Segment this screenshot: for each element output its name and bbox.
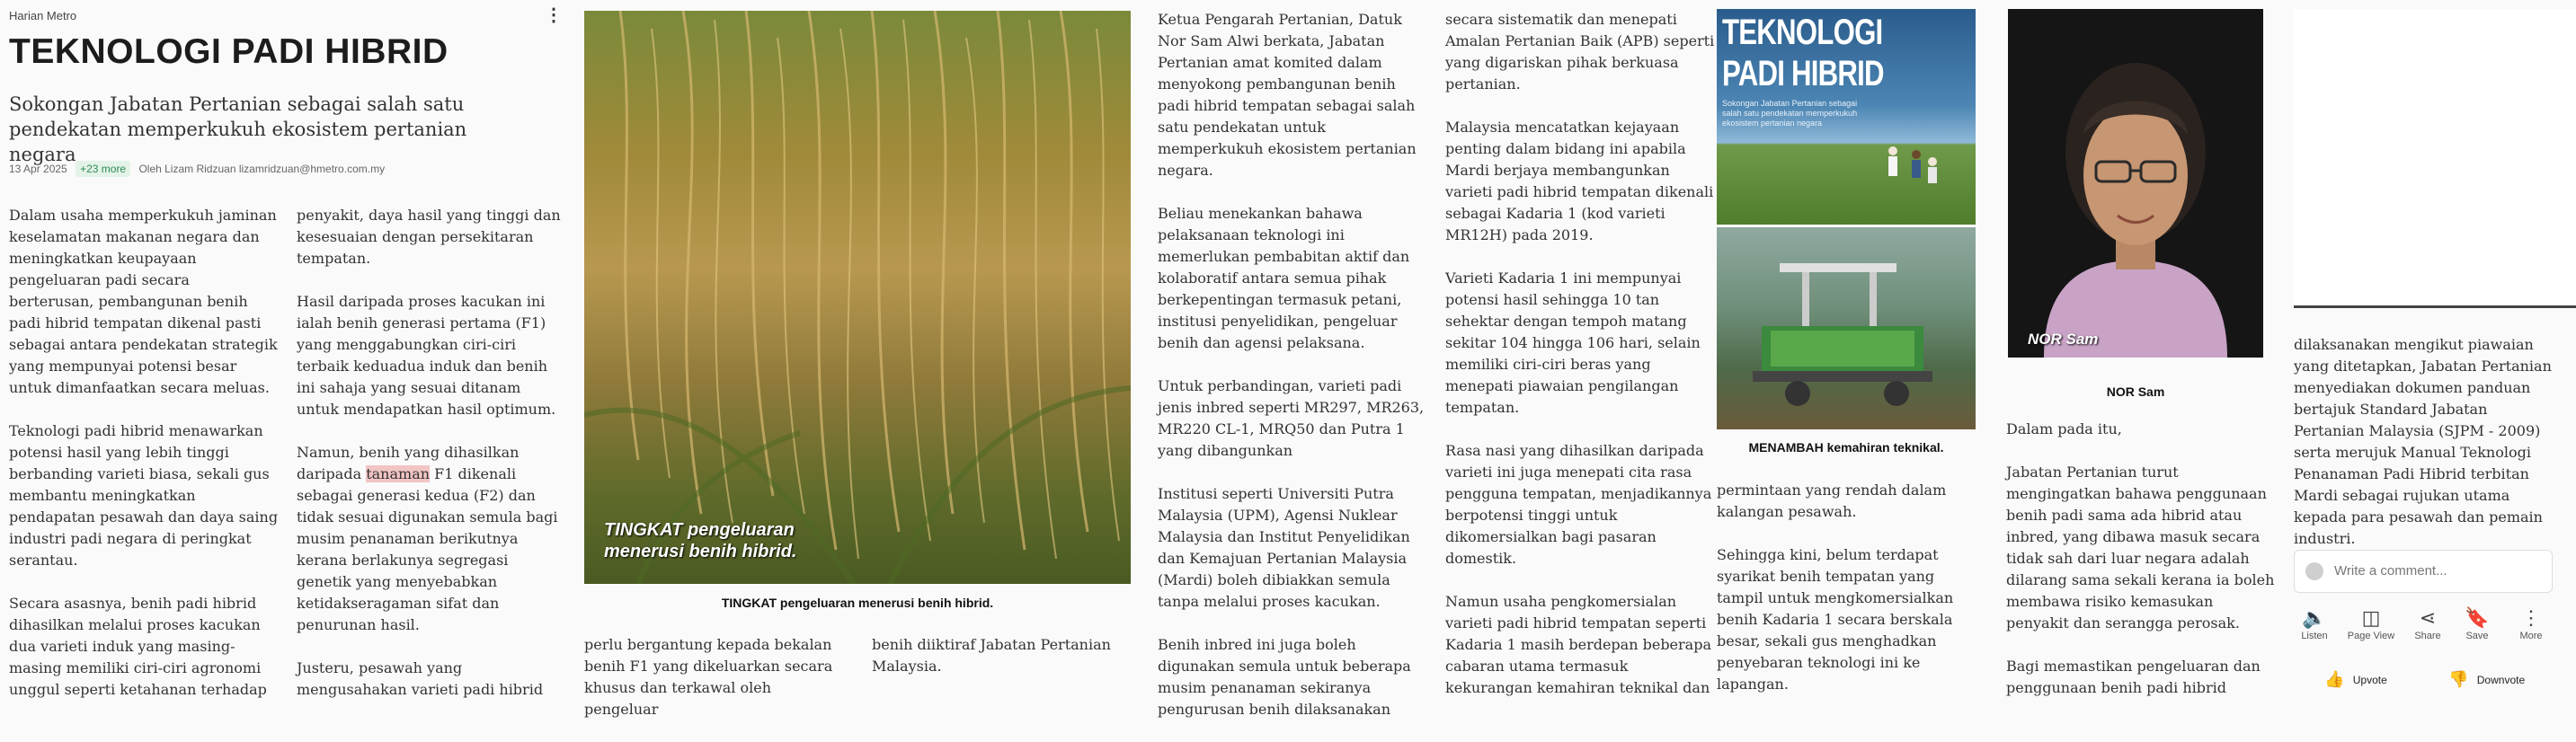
- paragraph: Justeru, pesawah yang mengusahakan varieti padi hibrid: [297, 659, 544, 698]
- paragraph: permintaan yang rendah dalam kalangan pesawah.: [1717, 481, 1947, 520]
- byline: Oleh Lizam Ridzuan lizamridzuan@hmetro.com.my: [138, 163, 386, 175]
- photo-overlay-caption: TINGKAT pengeluaran menerusi benih hibrid.: [604, 520, 797, 561]
- paragraph: Secara asasnya, benih padi hibrid dihasilkan melalui proses kacukan dua varieti induk yang masing-masing memiliki ciri-ciri agronomi unggul seperti ketahanan terhadap: [9, 595, 267, 698]
- rice-photo[interactable]: [584, 11, 1131, 584]
- more-label: More: [2519, 631, 2543, 641]
- paragraph: Malaysia mencatatkan kejayaan penting dalam bidang ini apabila Mardi berjaya membangunkan varieti padi hibrid tempatan dikenali sebagai Kadaria 1 (kod varieti MR12H) pada 2019.: [1445, 119, 1714, 243]
- farmers-illustration: [1717, 9, 1976, 225]
- text-segment: F1 dikenali sebagai generasi kedua (F2) dan tidak sesuai digunakan semula bagi musim penanaman berikutnya kerana berlakunya segregasi genetik yang menyebabkan ketidakseragaman sifat dan penurunan hasil.: [297, 465, 558, 633]
- upvote-button[interactable]: [2324, 670, 2387, 689]
- portrait-photo[interactable]: [2008, 9, 2263, 358]
- publish-date: 13 Apr 2025: [9, 163, 67, 175]
- paragraph: benih diiktiraf Jabatan Pertanian Malaysia.: [872, 636, 1111, 675]
- speaker-icon: 🔈: [2302, 606, 2327, 629]
- paragraph: Varieti Kadaria 1 ini mempunyai potensi hasil sehingga 10 tan sehektar dengan tempoh matang sekitar 104 hingga 106 hari, selain memiliki ciri-ciri beras yang menepati piawaian pengilangan tempatan.: [1445, 269, 1701, 416]
- article-column-2: [297, 205, 566, 722]
- rice-transplanter-illustration: [1717, 227, 1976, 429]
- paragraph: Namun usaha pengkomersialan varieti padi hibrid tempatan seperti Kadaria 1 masih berdepan beberapa cabaran utama termasuk kekurangan kemahiran teknikal dan: [1445, 593, 1711, 696]
- paragraph: Dalam usaha memperkukuh jaminan keselamatan makanan negara dan meningkatkan keupayaan pengeluaran padi secara berterusan, pembangunan benih padi hibrid tempatan dikenal pasti sebagai antara pendekatan strategik yang mempunyai potensi besar untuk dimanfaatkan secara meluas.: [9, 207, 278, 396]
- downvote-button[interactable]: [2448, 670, 2525, 689]
- more-button[interactable]: [2500, 605, 2563, 641]
- listen-label: Listen: [2301, 631, 2328, 641]
- rice-stalks-illustration: [584, 11, 1131, 584]
- page-view-icon: ◫: [2361, 606, 2381, 629]
- paragraph: penyakit, daya hasil yang tinggi dan kesesuaian dengan persekitaran tempatan.: [297, 207, 561, 267]
- poster-title-line-1: TEKNOLOGI: [1722, 13, 1883, 52]
- portrait-overlay-caption: NOR Sam: [2028, 331, 2099, 348]
- paragraph: Sehingga kini, belum terdapat syarikat benih tempatan yang tampil untuk mengkomersialkan benih Kadaria 1 secara berskala besar, sekali gus menghadkan penyebaran teknologi ini ke lapangan.: [1717, 546, 1954, 693]
- article-column-1: [9, 205, 279, 722]
- article-column-5: [1158, 9, 1427, 742]
- page-view-label: Page View: [2347, 631, 2395, 641]
- article-column-9: [2294, 334, 2554, 571]
- comment-input[interactable]: Write a comment...: [2334, 563, 2447, 579]
- paragraph: Ketua Pengarah Pertanian, Datuk Nor Sam Alwi berkata, Jabatan Pertanian amat komited dalam menyokong pembangunan benih padi hibrid tempatan sebagai salah satu pendekatan untuk memperkukuh ekosistem pertanian negara.: [1158, 11, 1417, 179]
- paragraph: secara sistematik dan menepati Amalan Pertanian Baik (APB) seperti yang digariskan pihak berkuasa pertanian.: [1445, 11, 1715, 93]
- thumbs-down-icon: 👎: [2448, 670, 2469, 688]
- article-column-7-bottom: [1717, 480, 1977, 717]
- paragraph: Untuk perbandingan, varieti padi jenis inbred seperti MR297, MR263, MR220 CL-1, MRQ50 dan Putra 1 yang dibangunkan: [1158, 377, 1425, 459]
- user-avatar-icon: [2305, 562, 2323, 580]
- portrait-illustration: [2008, 9, 2263, 358]
- highlighted-word[interactable]: tanaman: [366, 465, 431, 482]
- more-tags-badge[interactable]: +23 more: [76, 161, 130, 177]
- downvote-label: Downvote: [2476, 673, 2526, 686]
- portrait-caption: NOR Sam: [2106, 384, 2165, 399]
- paragraph: Bagi memastikan pengeluaran dan penggunaan benih padi hibrid: [2006, 658, 2261, 696]
- bookmark-icon: 🔖: [2465, 606, 2490, 629]
- more-vertical-icon: ⋮: [2521, 606, 2541, 629]
- paragraph: [297, 442, 566, 636]
- subheadline: Sokongan Jabatan Pertanian sebagai salah satu pendekatan memperkukuh ekosistem pertanian negara: [9, 93, 467, 165]
- article-column-3-bottom: [584, 634, 845, 742]
- paragraph: Teknologi padi hibrid menawarkan potensi hasil yang lebih tinggi berbanding varieti biasa, sekali gus membantu meningkatkan pendapatan pesawah dan daya saing industri padi negara di peringkat serantau.: [9, 422, 279, 569]
- photo-caption: TINGKAT pengeluaran menerusi benih hibrid.: [721, 596, 994, 610]
- paragraph: Rasa nasi yang dihasilkan daripada varieti ini juga menepati cita rasa pengguna tempatan, menjadikannya berpotensi tinggi untuk dikomersialkan bagi pasaran domestik.: [1445, 442, 1712, 567]
- article-column-8: [2006, 419, 2276, 720]
- blank-panel: [2294, 9, 2576, 308]
- thumbs-up-icon: 👍: [2324, 670, 2345, 688]
- poster-subtitle: Sokongan Jabatan Pertanian sebagai salah satu pendekatan memperkukuh ekosistem pertanian negara: [1722, 99, 1858, 128]
- paragraph: Benih inbred ini juga boleh digunakan semula untuk beberapa musim penanaman sekiranya pengurusan benih dilaksanakan: [1158, 636, 1411, 718]
- poster-image[interactable]: [1717, 9, 1976, 429]
- paragraph: Institusi seperti Universiti Putra Malaysia (UPM), Agensi Nuklear Malaysia dan Institut Penyelidikan dan Kemajuan Pertanian Malaysia (Mardi) boleh dibiakkan semula tanpa melalui proses kacukan.: [1158, 485, 1410, 610]
- share-label: Share: [2414, 631, 2441, 641]
- page-view-button[interactable]: [2340, 605, 2403, 641]
- upvote-label: Upvote: [2352, 673, 2387, 686]
- article-meta: [9, 163, 385, 175]
- more-vertical-icon[interactable]: ⋮: [545, 5, 563, 25]
- headline: TEKNOLOGI PADI HIBRID: [9, 32, 449, 71]
- poster-title-line-2: PADI HIBRID: [1722, 54, 1884, 93]
- poster-caption: MENAMBAH kemahiran teknikal.: [1748, 440, 1944, 455]
- listen-button[interactable]: [2283, 605, 2346, 641]
- paragraph: Beliau menekankan bahawa pelaksanaan teknologi ini memerlukan pembabitan aktif dan kolaboratif antara semua pihak berkepentingan termasuk petani, institusi penyelidikan, pengeluar benih dan agensi pelaksana.: [1158, 205, 1410, 351]
- paragraph: Dalam pada itu,: [2006, 420, 2122, 437]
- comment-box[interactable]: [2294, 550, 2553, 593]
- share-icon: ⋖: [2419, 606, 2437, 629]
- article-column-6: [1445, 9, 1715, 720]
- paragraph: Jabatan Pertanian turut mengingatkan bahawa penggunaan benih padi sama ada hibrid atau inbred, yang dibawa masuk secara tidak sah dari luar negara adalah dilarang sama sekali kerana ia boleh membawa risiko kemasukan penyakit dan serangga perosak.: [2006, 464, 2275, 632]
- save-label: Save: [2465, 631, 2489, 641]
- article-column-4-bottom: [872, 634, 1133, 699]
- paragraph: perlu bergantung kepada bekalan benih F1 yang dikeluarkan secara khusus dan terkawal oleh pengeluar: [584, 636, 833, 718]
- publisher-name: Harian Metro: [9, 9, 77, 22]
- paragraph: Hasil daripada proses kacukan ini ialah benih generasi pertama (F1) yang menggabungkan ciri-ciri terbaik keduadua induk dan benih ini sahaja yang sesuai ditanam untuk mendapatkan hasil optimum.: [297, 293, 556, 418]
- text-segment: Namun, benih yang dihasilkan daripada: [297, 444, 520, 482]
- paragraph: dilaksanakan mengikut piawaian yang ditetapkan, Jabatan Pertanian menyediakan dokumen panduan bertajuk Standard Jabatan Pertanian Malaysia (SJPM - 2009) serta merujuk Manual Teknologi Penanaman Padi Hibrid terbitan Mardi sebagai rujukan utama kepada para pesawah dan pemain industri.: [2294, 336, 2552, 547]
